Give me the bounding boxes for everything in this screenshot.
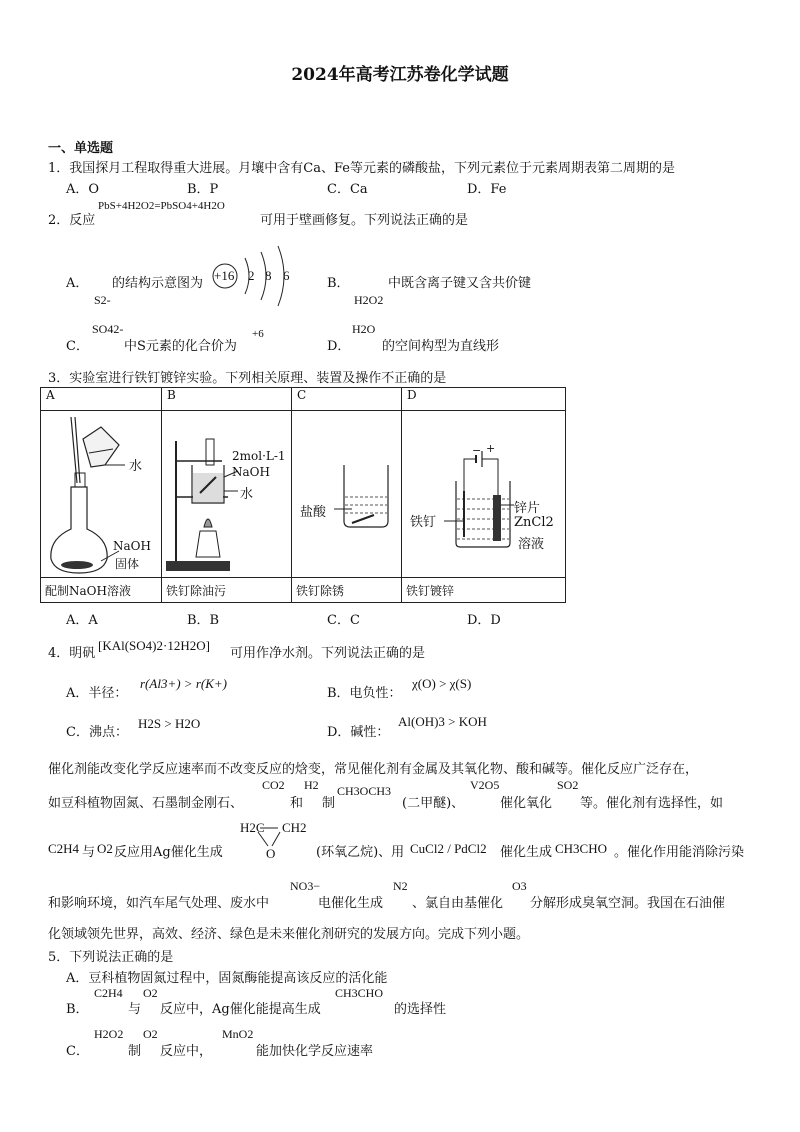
q5-formula-h2o2: H2O2	[94, 1027, 124, 1041]
epoxide-o: O	[266, 846, 276, 861]
q5-stem: 5．下列说法正确的是	[48, 950, 174, 965]
q5-formula-mno2: MnO2	[222, 1027, 254, 1041]
label-plus: +	[486, 442, 496, 455]
q4-option-b-expr: χ(O) > χ(S)	[412, 676, 472, 691]
passage-chlorine-radical: 、氯自由基催化	[412, 896, 504, 911]
apparatus-b-cell	[162, 411, 292, 578]
q5-formula-c2h4: C2H4	[94, 986, 123, 1000]
formula-c2h4: C2H4	[48, 841, 80, 856]
heating-beaker-diagram	[162, 411, 286, 577]
apparatus-c-cell	[292, 411, 402, 578]
passage-ag-catalysis: 反应用Ag催化生成	[114, 845, 223, 860]
q4-option-d-expr: Al(OH)3 > KOH	[398, 714, 487, 729]
label-iron-nail: 铁钉	[410, 515, 437, 530]
q4-suffix: 可用作净水剂。下列说法正确的是	[230, 646, 426, 661]
q2-equation: PbS+4H2O2=PbSO4+4H2O	[98, 200, 225, 212]
q4-option-a-expr: r(Al3+) > r(K+)	[140, 676, 227, 691]
q4-option-a-label: A．半径：	[66, 686, 128, 701]
passage-line-4d: 分解形成臭氧空洞。我国在石油催	[530, 896, 726, 911]
label-hydrochloric-acid: 盐酸	[300, 505, 327, 520]
q3-option-d: D．D	[467, 613, 501, 628]
passage-electrocatalysis: 电催化生成	[318, 896, 384, 911]
apparatus-d-cell	[402, 411, 566, 578]
q2-option-c-text: 中S元素的化合价为	[124, 339, 237, 354]
q2-option-d-formula: H2O	[352, 322, 376, 336]
caption-a: 配制NaOH溶液	[41, 578, 162, 603]
formula-ch3cho: CH3CHO	[555, 841, 608, 856]
formula-no3: NO3−	[290, 879, 321, 893]
table-header-d: D	[402, 388, 566, 411]
passage-catalyzed-produce: 催化生成	[500, 845, 553, 860]
q2-option-c-formula: SO42-	[92, 322, 124, 336]
label-naoh-b: NaOH	[232, 465, 270, 479]
atom-shell-3: 6	[283, 268, 290, 283]
q3-option-c: C．C	[327, 613, 360, 628]
label-solid-a: 固体	[115, 557, 140, 571]
q2-option-c-label: C．	[66, 339, 89, 354]
passage-ethylene-oxide: (环氧乙烷)、用	[316, 845, 405, 860]
q5-option-b-label: B．	[66, 1002, 89, 1017]
label-water-a: 水	[129, 459, 143, 474]
q2-option-b-formula: H2O2	[354, 293, 384, 307]
atom-shell-2: 8	[265, 268, 272, 283]
passage-make: 制	[322, 796, 336, 811]
q5-option-c-end: 能加快化学反应速率	[256, 1044, 374, 1059]
q1-option-a: A．O	[66, 182, 100, 197]
q4-option-c-expr: H2S > H2O	[138, 716, 201, 731]
formula-o3: O3	[512, 879, 527, 893]
q4-prefix: 4．明矾	[48, 646, 96, 661]
passage-line-5: 化领域领先世界，高效、经济、绿色是未来催化剂研究的发展方向。完成下列小题。	[48, 927, 530, 942]
q5-option-c-make: 制	[128, 1044, 142, 1059]
q5-formula-o2-c: O2	[143, 1027, 158, 1041]
q2-prefix: 2．反应	[48, 213, 96, 228]
passage-catalyzed-oxidation: 催化氧化	[500, 796, 553, 811]
caption-b: 铁钉除油污	[162, 578, 292, 603]
label-concentration-b: 2mol·L-1	[232, 449, 286, 463]
caption-d: 铁钉镀锌	[402, 578, 566, 603]
formula-h2: H2	[304, 778, 319, 792]
formula-v2o5: V2O5	[470, 778, 500, 792]
q5-option-b-with: 与	[128, 1002, 142, 1017]
passage-line-2a: 如豆科植物固氮、石墨制金刚石、	[48, 796, 244, 811]
label-minus: −	[472, 444, 482, 457]
q1-stem: 1．我国探月工程取得重大进展。月壤中含有Ca、Fe等元素的磷酸盐，下列元素位于元素周期表第二周期的是	[48, 161, 675, 176]
passage-with: 与	[82, 845, 96, 860]
q2-option-a-ion: S2-	[94, 293, 111, 307]
acid-beaker-diagram	[292, 411, 396, 577]
label-zinc-sheet: 锌片	[514, 501, 541, 516]
q2-option-d-text: 的空间构型为直线形	[382, 339, 500, 354]
q1-option-d: D．Fe	[467, 182, 507, 197]
q3-stem: 3．实验室进行铁钉镀锌实验。下列相关原理、装置及操作不正确的是	[48, 371, 447, 386]
q5-option-a: A．豆科植物固氮过程中，固氮酶能提高该反应的活化能	[66, 971, 388, 986]
apparatus-a-cell	[41, 411, 162, 578]
q5-option-b-end: 的选择性	[394, 1002, 447, 1017]
q3-option-a: A．A	[66, 613, 98, 628]
formula-ch3och3: CH3OCH3	[337, 784, 392, 798]
q5-option-c-label: C．	[66, 1044, 89, 1059]
q2-option-a-text: 的结构示意图为	[112, 276, 204, 291]
epoxide-h2c: H2C	[240, 820, 265, 835]
formula-o2: O2	[97, 841, 113, 856]
experiment-table	[40, 387, 566, 603]
q3-option-b: B．B	[187, 613, 220, 628]
table-header-b: B	[162, 388, 292, 411]
passage-line-1: 催化剂能改变化学反应速率而不改变反应的焓变，常见催化剂有金属及其氧化物、酸和碱等。催化反应广泛存在，	[48, 762, 699, 777]
label-naoh-a: NaOH	[113, 539, 151, 553]
passage-line-3e: 。催化作用能消除污染	[614, 845, 745, 860]
q2-option-c-value: +6	[252, 328, 264, 340]
q1-option-c: C．Ca	[327, 182, 368, 197]
q1-option-b: B．P	[187, 182, 219, 197]
atom-shell-1: 2	[248, 268, 255, 283]
q5-option-c-text: 反应中，	[160, 1044, 213, 1059]
q4-formula: [KAl(SO4)2·12H2O]	[98, 638, 210, 653]
formula-cucl2-pdcl2: CuCl2 / PdCl2	[410, 841, 487, 856]
q4-option-d-label: D．碱性：	[327, 725, 390, 740]
passage-line-2d: 等。催化剂有选择性，如	[580, 796, 724, 811]
electroplating-diagram	[402, 411, 560, 577]
passage-dimethyl-ether: (二甲醚)、	[402, 796, 465, 811]
formula-co2: CO2	[262, 778, 285, 792]
formula-n2: N2	[393, 879, 408, 893]
q5-option-b-text: 反应中，Ag催化能提高生成	[160, 1002, 321, 1017]
table-header-a: A	[41, 388, 162, 411]
atom-nucleus-charge: +16	[214, 268, 235, 283]
label-zncl2: ZnCl2	[514, 515, 554, 530]
q2-suffix: 可用于壁画修复。下列说法正确的是	[260, 213, 469, 228]
section-heading: 一、单选题	[48, 141, 114, 156]
q5-formula-o2-b: O2	[143, 986, 158, 1000]
q2-option-b-label: B．	[327, 276, 350, 291]
table-header-c: C	[292, 388, 402, 411]
label-water-b: 水	[240, 487, 254, 502]
q2-option-d-label: D．	[327, 339, 351, 354]
q4-option-c-label: C．沸点：	[66, 725, 128, 740]
passage-line-4a: 和影响环境，如汽车尾气处理、废水中	[48, 896, 270, 911]
caption-c: 铁钉除锈	[292, 578, 402, 603]
q5-formula-ch3cho: CH3CHO	[335, 986, 384, 1000]
formula-so2: SO2	[557, 778, 579, 792]
q2-option-a-label: A．	[66, 276, 89, 291]
epoxide-ch2: CH2	[282, 820, 307, 835]
page-title: 2024年高考江苏卷化学试题	[291, 65, 509, 85]
label-solution: 溶液	[518, 537, 545, 552]
q2-option-b-text: 中既含离子键又含共价键	[388, 276, 532, 291]
passage-and: 和	[290, 796, 304, 811]
q4-option-b-label: B．电负性：	[327, 686, 402, 701]
